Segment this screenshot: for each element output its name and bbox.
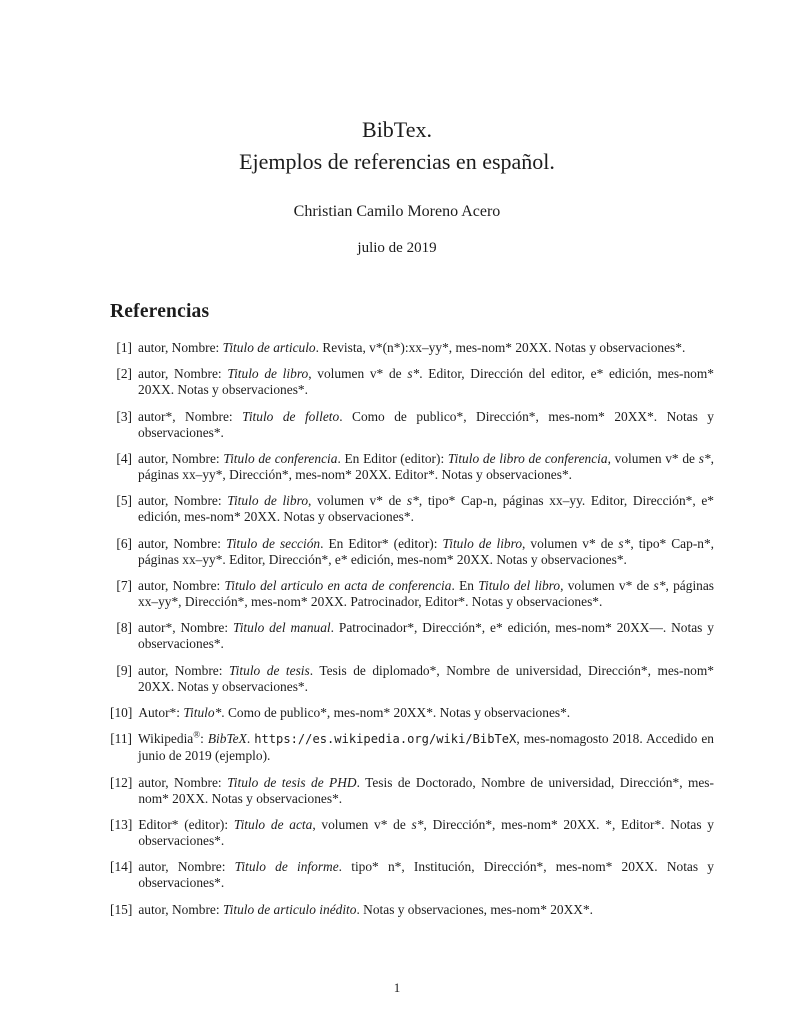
reference-segment: . En Editor* (editor):	[320, 535, 443, 551]
reference-text	[138, 409, 714, 441]
reference-segment: s*	[618, 535, 631, 551]
reference-label: [15]	[110, 901, 133, 917]
reference-segment: . En Editor (editor):	[337, 451, 448, 467]
reference-segment: . Como de publico*, Dirección*, mes-nom* 20XX*. Notas y observaciones*.	[138, 408, 714, 440]
reference-label: [9]	[116, 662, 132, 678]
reference-segment: , mes-nomagosto 2018. Accedido en junio de 2019 (ejemplo).	[138, 731, 715, 764]
reference-segment: Titulo del libro	[478, 577, 561, 593]
reference-segment: , volumen v* de	[312, 816, 412, 832]
reference-segment: Editor* (editor):	[138, 816, 234, 832]
reference-segment: s*	[407, 366, 420, 382]
reference-label: [8]	[116, 620, 132, 636]
reference-item	[110, 536, 714, 568]
reference-segment: . Editor, Dirección del editor, e* edición, mes-nom* 20XX. Notas y observaciones*.	[138, 366, 714, 398]
reference-item	[110, 705, 714, 721]
reference-segment: , volumen v* de	[607, 451, 699, 467]
reference-text	[138, 859, 714, 891]
document-title-line1: BibTex.	[362, 117, 432, 142]
reference-segment: . Como de publico*, mes-nom* 20XX*. Notas y observaciones*.	[221, 704, 571, 720]
reference-segment: Titulo de libro	[227, 493, 309, 509]
references-list	[110, 340, 714, 917]
reference-text	[138, 578, 714, 610]
reference-segment: , Dirección*, mes-nom* 20XX. *, Editor*. Notas y observaciones*.	[138, 816, 714, 848]
reference-label: [1]	[116, 340, 132, 355]
reference-segment: :	[200, 731, 208, 747]
reference-item	[110, 775, 714, 807]
reference-label: [13]	[110, 816, 133, 832]
reference-segment: , volumen v* de	[560, 577, 654, 593]
reference-segment: . En	[451, 577, 479, 593]
reference-segment: Titulo de informe	[234, 859, 339, 875]
reference-segment: autor, Nombre:	[138, 662, 229, 678]
reference-segment: . Tesis de Doctorado, Nombre de universidad, Dirección*, mes-nom* 20XX. Notas y observaciones*.	[138, 774, 714, 806]
reference-item	[110, 817, 714, 849]
reference-segment: BibTeX	[207, 731, 247, 747]
reference-segment: Titulo del articulo en acta de conferencia	[224, 577, 452, 593]
reference-item	[110, 340, 714, 356]
reference-segment: Titulo de libro	[442, 535, 523, 551]
reference-segment: Titulo de tesis	[228, 662, 310, 678]
reference-segment: ®	[193, 729, 201, 740]
reference-segment: , volumen v* de	[308, 493, 407, 509]
reference-segment: . Patrocinador*, Dirección*, e* edición, mes-nom* 20XX—. Notas y observaciones*.	[138, 620, 714, 652]
reference-segment: , tipo* Cap-n*, páginas xx–yy*. Editor, Dirección*, e* edición, mes-nom* 20XX. Notas y observaciones*.	[138, 535, 715, 567]
reference-segment: s*	[411, 816, 424, 832]
reference-segment: autor, Nombre:	[138, 340, 223, 355]
reference-text	[138, 451, 714, 483]
reference-segment: autor, Nombre:	[138, 577, 225, 593]
reference-segment: autor, Nombre:	[138, 901, 223, 917]
reference-item	[110, 493, 714, 525]
reference-item	[110, 409, 714, 441]
document-author: Christian Camilo Moreno Acero	[293, 203, 501, 220]
reference-segment: Titulo de tesis de PHD	[227, 774, 357, 790]
reference-segment: , páginas xx–yy*, Dirección*, mes-nom* 20XX. Editor*. Notas y observaciones*.	[138, 451, 714, 482]
reference-text	[138, 340, 714, 356]
reference-segment: , tipo* Cap-n, páginas xx–yy. Editor, Dirección*, e* edición, mes-nom* 20XX. Notas y observaciones*.	[138, 493, 714, 525]
reference-segment: Titulo de libro de conferencia	[447, 451, 608, 467]
reference-item	[110, 663, 714, 695]
reference-segment: . Notas y observaciones, mes-nom* 20XX*.	[356, 901, 594, 917]
reference-segment: s*	[653, 577, 666, 593]
reference-segment: . Tesis de diplomado*, Nombre de universidad, Dirección*, mes-nom* 20XX. Notas y observaciones*.	[138, 662, 714, 694]
reference-segment: Titulo de articulo inédito	[222, 901, 357, 917]
reference-text	[138, 620, 714, 652]
reference-segment: autor, Nombre:	[138, 774, 228, 790]
reference-item	[110, 620, 714, 652]
reference-label: [14]	[110, 859, 133, 875]
reference-segment: , volumen v* de	[522, 535, 619, 551]
reference-segment: Titulo de sección	[226, 535, 321, 551]
reference-segment: . tipo* n*, Institución, Dirección*, mes-nom* 20XX. Notas y observaciones*.	[138, 859, 714, 891]
reference-label: [11]	[110, 731, 132, 747]
reference-segment: s*	[406, 493, 419, 509]
reference-segment: autor*, Nombre:	[138, 408, 243, 424]
reference-text	[138, 705, 714, 721]
document-title-line2: Ejemplos de referencias en español.	[239, 149, 555, 174]
document-date: julio de 2019	[357, 240, 437, 256]
reference-text	[138, 366, 714, 398]
reference-segment: s*	[698, 451, 711, 467]
reference-label: [12]	[110, 774, 133, 790]
reference-text	[138, 817, 714, 849]
reference-segment: . Revista, v*(n*):xx–yy*, mes-nom* 20XX. Notas y observaciones*.	[315, 340, 686, 355]
reference-item	[110, 451, 714, 483]
reference-item	[110, 859, 714, 891]
reference-segment: Wikipedia	[138, 731, 194, 747]
reference-item	[110, 902, 714, 918]
reference-segment: .	[246, 731, 255, 747]
reference-segment: autor, Nombre:	[138, 366, 228, 382]
reference-segment: Titulo de articulo	[222, 340, 316, 355]
reference-segment: autor, Nombre:	[138, 859, 235, 875]
reference-text	[138, 902, 714, 918]
reference-segment: Titulo de libro	[227, 366, 309, 382]
reference-text	[138, 731, 714, 764]
reference-segment: Titulo*	[183, 704, 222, 720]
reference-text	[138, 493, 714, 525]
reference-label: [7]	[116, 577, 132, 593]
reference-text	[138, 663, 714, 695]
reference-segment: Titulo de acta	[233, 816, 313, 832]
reference-label: [3]	[116, 408, 132, 424]
reference-text	[138, 775, 714, 807]
reference-label: [4]	[116, 451, 132, 467]
reference-segment: autor*, Nombre:	[138, 620, 233, 636]
reference-segment: autor, Nombre:	[138, 493, 228, 509]
reference-url: https://es.wikipedia.org/wiki/BibTeX	[254, 732, 517, 747]
page-number: 1	[393, 980, 401, 995]
reference-text	[138, 536, 714, 568]
reference-segment: autor, Nombre:	[138, 535, 226, 551]
reference-segment: Titulo del manual	[233, 620, 331, 636]
reference-segment: Titulo de folleto	[242, 408, 340, 424]
reference-segment: , volumen v* de	[308, 366, 408, 382]
reference-segment: autor, Nombre:	[138, 451, 224, 467]
reference-segment: Autor*:	[138, 704, 184, 720]
reference-label: [6]	[116, 535, 132, 551]
reference-item	[110, 731, 714, 764]
document-body	[110, 301, 714, 917]
reference-label: [2]	[116, 366, 132, 382]
title-block	[0, 0, 794, 257]
reference-label: [10]	[110, 704, 133, 720]
reference-segment: Titulo de conferencia	[223, 451, 338, 467]
reference-label: [5]	[116, 493, 132, 509]
reference-item	[110, 578, 714, 610]
reference-segment: , páginas xx–yy*, Dirección*, mes-nom* 20XX. Patrocinador, Editor*. Notas y observaciones*.	[138, 577, 715, 609]
reference-item	[110, 366, 714, 398]
section-heading-referencias: Referencias	[110, 301, 210, 322]
